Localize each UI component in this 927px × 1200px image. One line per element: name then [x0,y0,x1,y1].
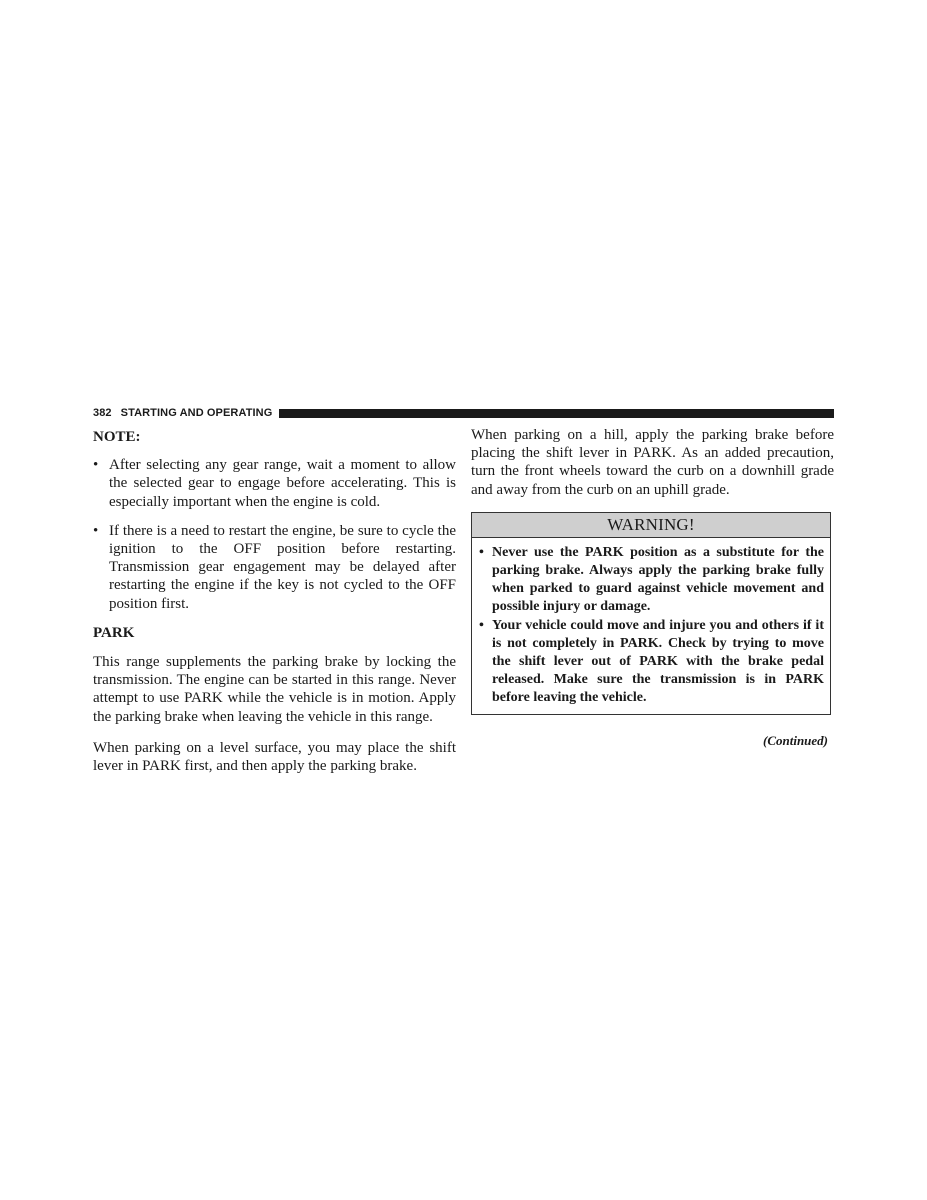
note-text: After selecting any gear range, wait a moment to allow the selected gear to engage before accelerating. This is especially important when the engine is cold. [109,457,456,510]
note-item [93,522,456,613]
warning-body [472,538,830,714]
page-number: 382 [93,407,112,419]
note-heading: NOTE: [93,429,141,445]
right-column [471,426,834,750]
hill-paragraph: When parking on a hill, apply the parking brake before placing the shift lever in PARK. As an added precaution, turn the front wheels toward the curb on a downhill grade and away from the curb on an uphill grade. [471,427,834,498]
note-item [93,456,456,511]
note-list [93,456,456,613]
park-heading: PARK [93,624,135,641]
warning-box [471,512,831,715]
note-text: If there is a need to restart the engine, be sure to cycle the ignition to the OFF position before restarting. Transmission gear engagement may be delayed after restarting the engine if the key is not cycled to the OFF position first. [109,522,456,612]
page-header [93,405,834,421]
warning-item [479,617,824,708]
warning-list [479,544,824,708]
warning-title: WARNING! [472,513,830,538]
warning-item [479,544,824,617]
warning-text: Never use the PARK position as a substitute for the parking brake. Always apply the parking brake fully when parked to guard against vehicle movement and possible injury or damage. [492,544,824,615]
header-rule [279,409,834,418]
continued-label: (Continued) [762,732,828,748]
section-title: STARTING AND OPERATING [120,407,273,419]
warning-text: Your vehicle could move and injure you and others if it is not completely in PARK. Check by trying to move the shift lever out of PARK with the brake pedal released. Make sure the transmission is in PARK before leaving the vehicle. [492,617,824,706]
bullet-icon: • [479,617,484,633]
level-surface-paragraph: When parking on a level surface, you may place the shift lever in PARK first, and then apply the parking brake. [93,739,456,775]
bullet-icon: • [93,522,99,539]
bullet-icon: • [93,457,99,474]
left-column [93,426,456,788]
bullet-icon: • [479,544,484,560]
park-paragraph: This range supplements the parking brake by locking the transmission. The engine can be started in this range. Never attempt to use PARK while the vehicle is in motion. Apply the parking brake when leaving the vehicle in this range. [93,654,456,725]
